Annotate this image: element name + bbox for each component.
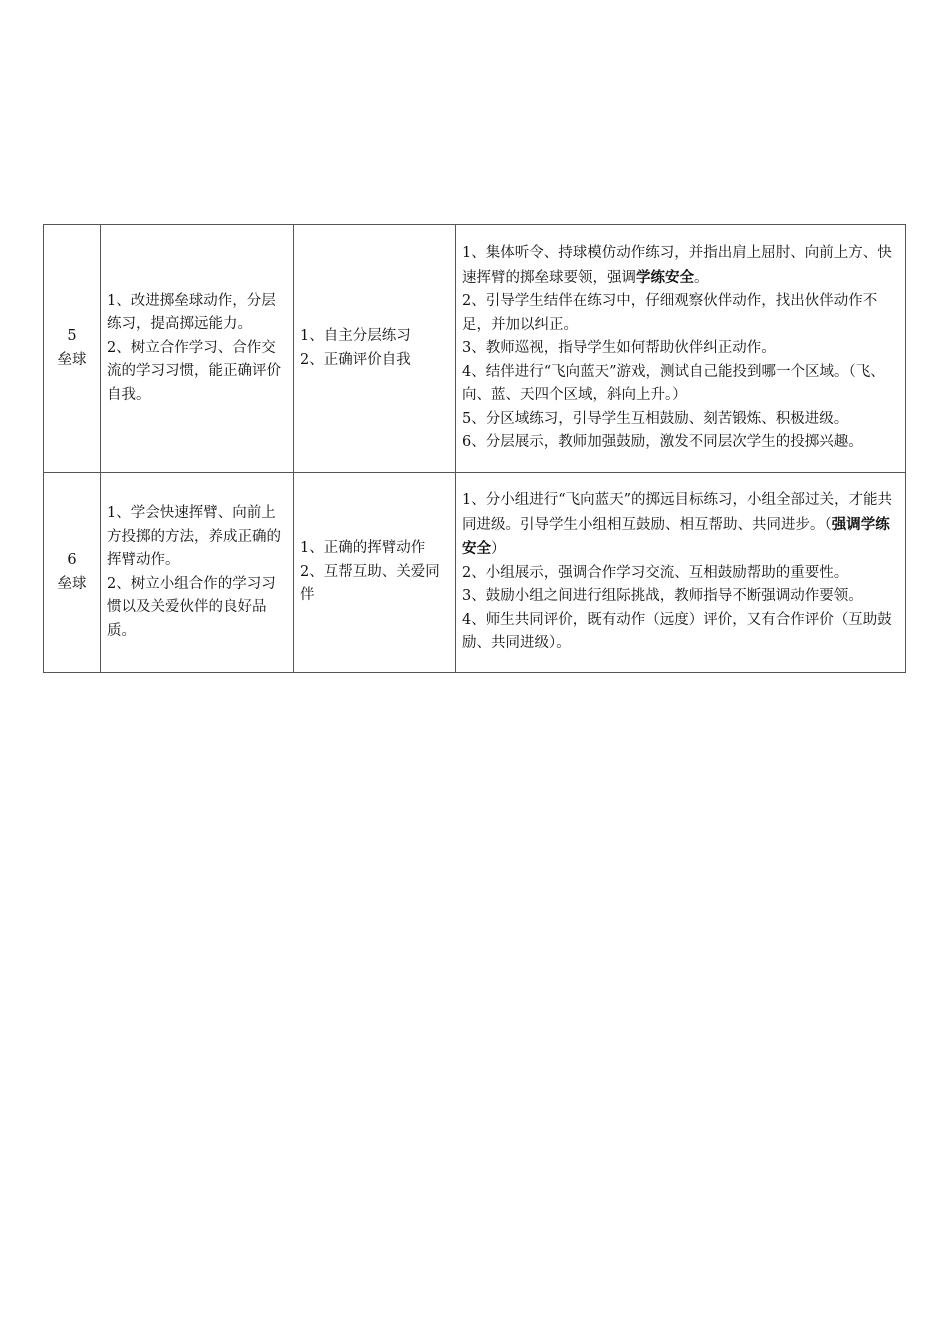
lesson-number-cell — [44, 473, 101, 673]
lesson-number-cell — [44, 225, 101, 473]
key-point-item: 1、正确的挥臂动作 — [300, 540, 426, 557]
step-item: 5、分区域练习，引导学生互相鼓励、刻苦锻炼、积极进级。 — [462, 410, 849, 427]
lesson-number: 6 — [67, 552, 77, 568]
objective-item: 1、学会快速挥臂、向前上方投掷的方法，养成正确的挥臂动作。 — [107, 505, 281, 568]
step-item: 4、结伴进行“飞向蓝天”游戏，测试自己能投到哪一个区域。（飞、向、蓝、天四个区域，斜向上升。） — [462, 363, 885, 404]
objectives-cell — [101, 473, 294, 673]
key-points-cell — [294, 473, 456, 673]
step-text: 1、集体听令、持球模仿动作练习，并指出肩上屈肘、向前上方、快速挥臂的掷垒球要领，强调 — [462, 245, 892, 286]
objectives-cell — [101, 225, 294, 473]
table-row — [44, 473, 906, 673]
lesson-subject: 垒球 — [57, 351, 87, 368]
teaching-steps-cell — [456, 473, 906, 673]
safety-emphasis: 学练安全 — [636, 268, 694, 286]
step-text: ） — [491, 541, 506, 558]
lesson-subject: 垒球 — [57, 575, 87, 592]
step-item: 2、引导学生结伴在练习中，仔细观察伙伴动作，找出伙伴动作不足，并加以纠正。 — [462, 293, 878, 333]
step-item: 3、教师巡视，指导学生如何帮助伙伴纠正动作。 — [462, 340, 776, 357]
teaching-steps-cell — [456, 225, 906, 473]
step-text: 1、分小组进行“飞向蓝天”的掷远目标练习，小组全部过关，才能共同进级。引导学生小组相互鼓励、相互帮助、共同进步。（ — [462, 492, 893, 533]
step-item: 3、鼓励小组之间进行组际挑战，教师指导不断强调动作要领。 — [462, 588, 863, 605]
lesson-number: 5 — [67, 328, 77, 344]
step-item: 2、小组展示，强调合作学习交流、互相鼓励帮助的重要性。 — [462, 564, 849, 581]
table-row — [44, 225, 906, 473]
objective-item: 2、树立合作学习、合作交流的学习习惯，能正确评价自我。 — [107, 339, 281, 403]
lesson-plan-table — [43, 224, 906, 673]
safety-emphasis: 强调学练安全 — [462, 515, 890, 558]
step-item — [462, 242, 899, 290]
step-item: 6、分层展示，教师加强鼓励，激发不同层次学生的投掷兴趣。 — [462, 434, 863, 451]
objective-item: 1、改进掷垒球动作，分层练习，提高掷远能力。 — [107, 292, 276, 333]
key-point-item: 2、互帮互助、关爱同伴 — [300, 563, 440, 604]
objective-item: 2、树立小组合作的学习习惯以及关爱伙伴的良好品质。 — [107, 575, 276, 639]
key-point-item: 1、自主分层练习 — [300, 328, 411, 344]
step-item — [462, 489, 899, 562]
key-points-cell — [294, 225, 456, 473]
key-point-item: 2、正确评价自我 — [300, 351, 411, 368]
step-text: 。 — [694, 269, 709, 286]
step-item: 4、师生共同评价，既有动作（远度）评价，又有合作评价（互助鼓励、共同进级）。 — [462, 611, 892, 652]
